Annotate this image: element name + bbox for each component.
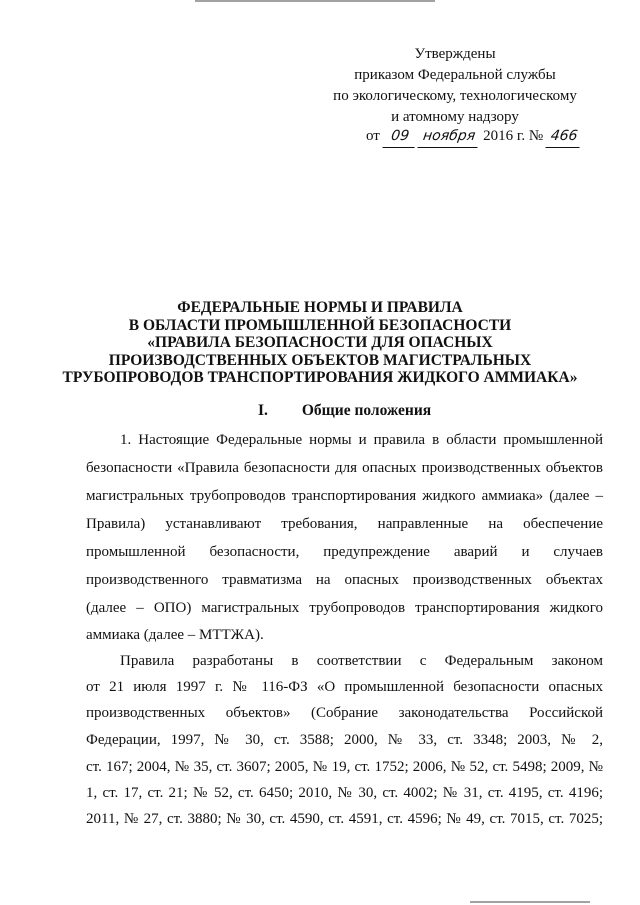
- approval-date: [366, 126, 581, 148]
- handwritten-day: 09: [382, 126, 417, 148]
- paragraph-line: ст. 167; 2004, № 35, ст. 3607; 2005, № 19, ст. 1752; 2006, № 52, ст. 5498; 2009, №: [86, 759, 603, 775]
- paragraph-line: Федерации, 1997, № 30, ст. 3588; 2000, № 33, ст. 3348; 2003, № 2,: [86, 732, 603, 748]
- title-line: ФЕДЕРАЛЬНЫЕ НОРМЫ И ПРАВИЛА: [177, 299, 463, 316]
- title-line: «ПРАВИЛА БЕЗОПАСНОСТИ ДЛЯ ОПАСНЫХ: [147, 334, 493, 351]
- section-heading: [258, 402, 431, 420]
- paragraph-line: Правила разработаны в соответствии с Федеральным законом: [120, 653, 603, 669]
- approval-line: Утверждены: [414, 46, 496, 62]
- handwritten-month: ноября: [418, 126, 481, 148]
- approval-line: по экологическому, технологическому: [333, 88, 577, 104]
- title-line: В ОБЛАСТИ ПРОМЫШЛЕННОЙ БЕЗОПАСНОСТИ: [128, 316, 512, 334]
- paragraph-line: Правила) устанавливают требования, направленные на обеспечение: [86, 516, 603, 532]
- paragraph-line: от 21 июля 1997 г. № 116-ФЗ «О промышленной безопасности опасных: [86, 679, 603, 695]
- paragraph-line: 2011, № 27, ст. 3880; № 30, ст. 4590, ст. 4591, ст. 4596; № 49, ст. 7015, ст. 7025;: [86, 811, 603, 827]
- paragraph-line: (далее – ОПО) магистральных трубопроводов транспортирования жидкого: [86, 600, 603, 616]
- paragraph-line: безопасности «Правила безопасности для опасных производственных объектов: [86, 460, 603, 476]
- handwritten-order-number: 466: [545, 126, 582, 148]
- approval-block: [320, 44, 590, 128]
- approval-line: и атомному надзору: [391, 109, 519, 125]
- paragraph-line: аммиака (далее – МТТЖА).: [86, 627, 264, 643]
- section-title: Общие положения: [301, 402, 432, 419]
- paragraph-line: производственного травматизма на опасных производственных объектах: [86, 572, 603, 588]
- approval-line: приказом Федеральной службы: [354, 67, 556, 83]
- title-line: ТРУБОПРОВОДОВ ТРАНСПОРТИРОВАНИЯ ЖИДКОГО АММИАКА»: [62, 369, 578, 386]
- paragraph-line: 1, ст. 17, ст. 21; № 52, ст. 6450; 2010, № 30, ст. 4002; № 31, ст. 4195, ст. 4196;: [86, 785, 603, 801]
- date-prefix: от: [366, 128, 380, 144]
- paragraph-line: промышленной безопасности, предупреждение аварий и случаев: [86, 544, 603, 560]
- paragraph-line: 1. Настоящие Федеральные нормы и правила в области промышленной: [120, 432, 603, 448]
- title-line: ПРОИЗВОДСТВЕННЫХ ОБЪЕКТОВ МАГИСТРАЛЬНЫХ: [108, 351, 532, 369]
- paragraph-line: производственных объектов» (Собрание законодательства Российской: [86, 705, 603, 721]
- section-number: I.: [258, 402, 268, 419]
- paragraph-line: магистральных трубопроводов транспортирования жидкого аммиака» (далее –: [86, 488, 603, 504]
- document-title: [60, 299, 580, 387]
- date-year: 2016 г. №: [483, 128, 544, 144]
- scan-edge-top: [195, 0, 435, 2]
- scan-edge-bottom: [470, 901, 590, 903]
